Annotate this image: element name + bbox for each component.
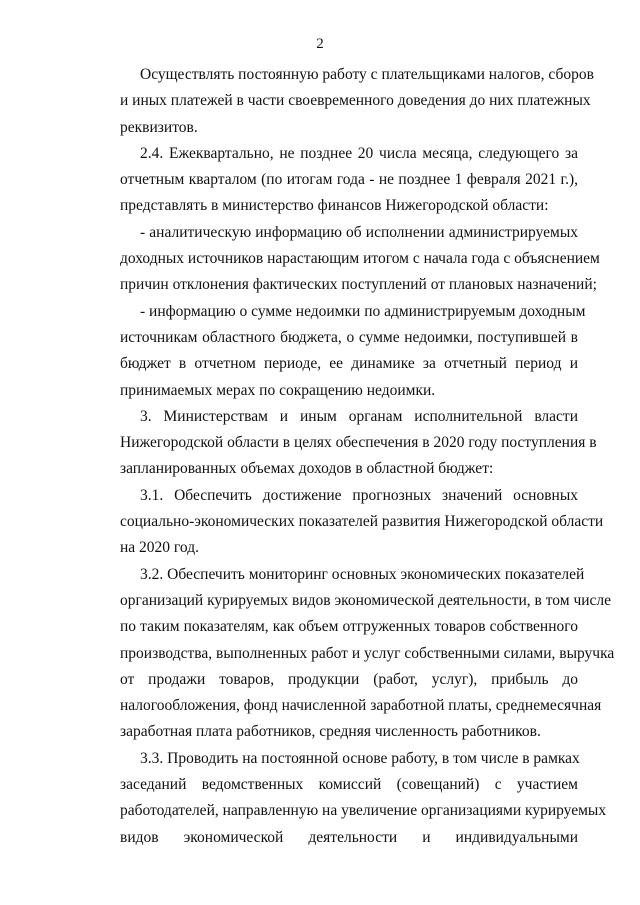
paragraph-line: запланированных объемах доходов в областной бюджет:: [120, 460, 494, 478]
paragraph-line: доходных источников нарастающим итогом с начала года с объяснением: [120, 250, 600, 268]
paragraph-line: заседаний ведомственных комиссий (совещаний) с участием: [120, 776, 578, 794]
paragraph-line: 3.1. Обеспечить достижение прогнозных значений основных: [140, 486, 578, 504]
paragraph-line: по таким показателям, как объем отгруженных товаров собственного: [120, 618, 578, 636]
paragraph-line: производства, выполненных работ и услуг собственными силами, выручка: [120, 644, 615, 662]
paragraph-p-2-4: [120, 141, 578, 220]
paragraph-p-3-2: [120, 562, 615, 746]
paragraph-line: Осуществлять постоянную работу с плательщиками налогов, сборов: [140, 66, 594, 83]
paragraph-p-3-3: [120, 746, 607, 851]
page-number: 2: [316, 36, 324, 52]
document-body: [120, 62, 615, 851]
paragraph-line: на 2020 год.: [120, 539, 199, 557]
paragraph-p-analytic: [120, 220, 600, 299]
paragraph-p-3: [120, 404, 597, 483]
paragraph-p-3-1: [120, 483, 604, 562]
paragraph-line: 2.4. Ежеквартально, не позднее 20 числа месяца, следующего за: [140, 144, 578, 162]
paragraph-line: принимаемых мерах по сокращению недоимки.: [120, 381, 436, 399]
paragraph-line: - аналитическую информацию об исполнении администрируемых: [140, 223, 578, 241]
paragraph-p-arrears: [120, 299, 586, 404]
paragraph-line: социально-экономических показателей развития Нижегородской области: [120, 513, 604, 531]
paragraph-line: реквизитов.: [120, 118, 198, 136]
paragraph-line: - информацию о сумме недоимки по администрируемым доходным: [140, 302, 586, 320]
paragraph-line: отчетным кварталом (по итогам года - не позднее 1 февраля 2021 г.),: [120, 171, 578, 189]
paragraph-line: 3. Министерствам и иным органам исполнительной власти: [140, 407, 578, 425]
paragraph-line: организаций курируемых видов экономической деятельности, в том числе: [120, 591, 612, 609]
paragraph-line: работодателей, направленную на увеличение организациями курируемых: [120, 802, 607, 820]
paragraph-line: 3.2. Обеспечить мониторинг основных экономических показателей: [140, 565, 585, 583]
paragraph-line: заработная плата работников, средняя численность работников.: [120, 723, 541, 741]
paragraph-line: источникам областного бюджета, о сумме недоимки, поступившей в: [120, 328, 578, 346]
paragraph-line: Нижегородской области в целях обеспечения в 2020 году поступления в: [120, 434, 597, 452]
paragraph-line: представлять в министерство финансов Нижегородской области:: [120, 197, 549, 215]
paragraph-line: и иных платежей в части своевременного доведения до них платежных: [120, 92, 591, 110]
paragraph-line: от продажи товаров, продукции (работ, услуг), прибыль до: [120, 670, 578, 688]
paragraph-line: видов экономической деятельности и индивидуальными: [120, 828, 578, 846]
paragraph-line: налогообложения, фонд начисленной заработной платы, среднемесячная: [120, 697, 602, 715]
paragraph-line: причин отклонения фактических поступлений от плановых назначений;: [120, 276, 597, 294]
paragraph-line: 3.3. Проводить на постоянной основе работу, в том числе в рамках: [140, 749, 580, 767]
paragraph-p-collect: [120, 62, 594, 141]
paragraph-line: бюджет в отчетном периоде, ее динамике за отчетный период и: [120, 355, 578, 373]
